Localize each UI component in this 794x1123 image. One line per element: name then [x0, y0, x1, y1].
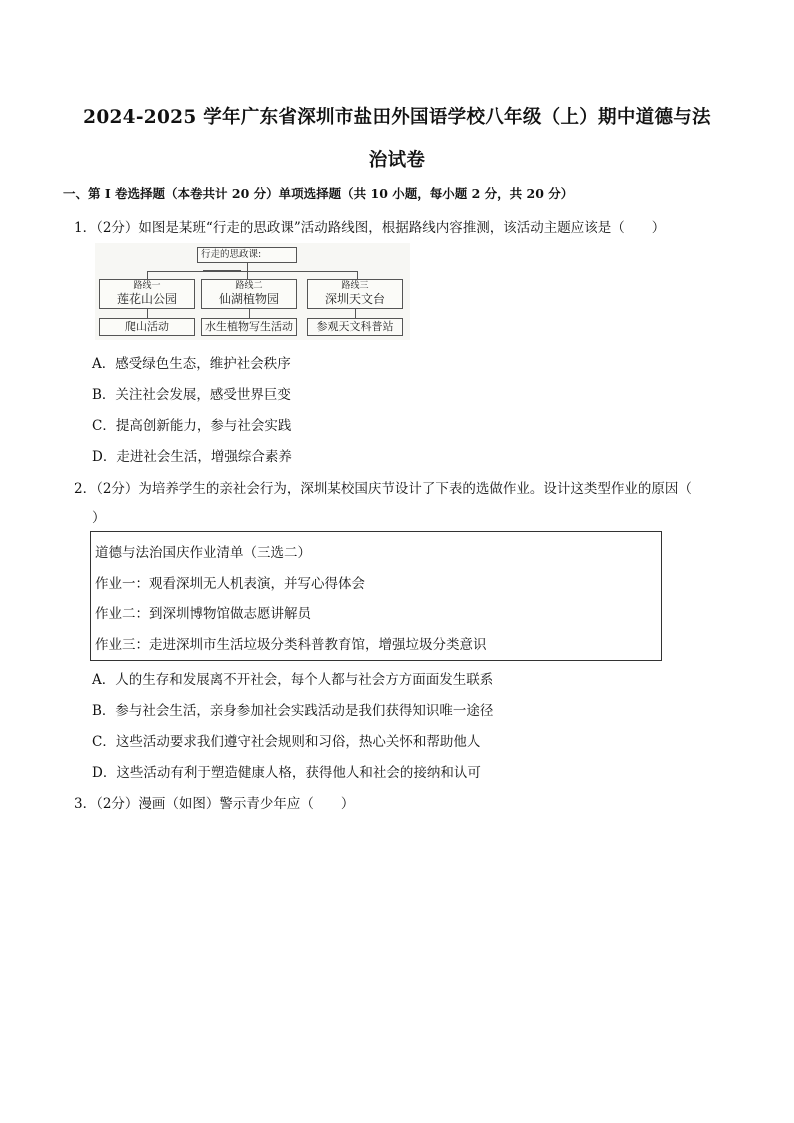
- q1-option-a: A．感受绿色生态，维护社会秩序: [92, 356, 291, 372]
- homework-item-3: 作业三：走进深圳市生活垃圾分类科普教育馆，增强垃圾分类意识: [95, 637, 487, 653]
- exam-title-line2: 治试卷: [368, 150, 426, 171]
- question-2-stem-cont: ）: [92, 510, 106, 526]
- homework-item-1: 作业一：观看深圳无人机表演，并写心得体会: [95, 576, 365, 592]
- question-2-stem: 2．（2分）为培养学生的亲社会行为，深圳某校国庆节设计了下表的选做作业。设计这类型作业的原因（: [74, 481, 692, 497]
- homework-list-title: 道德与法治国庆作业清单（三选二）: [95, 545, 311, 561]
- homework-item-2: 作业二：到深圳博物馆做志愿讲解员: [95, 606, 311, 622]
- q1-option-b: B．关注社会发展，感受世界巨变: [92, 387, 291, 403]
- route-1-activity: 爬山活动: [99, 318, 195, 336]
- route-3-box: [307, 279, 403, 309]
- route-2-place: 仙湖植物园: [218, 292, 279, 306]
- question-3-stem: 3．（2分）漫画（如图）警示青少年应（ ）: [74, 796, 355, 812]
- route-2-label: 路线二: [235, 281, 263, 291]
- route-2-activity: 水生植物写生活动: [201, 318, 297, 336]
- exam-title-line1: 2024-2025 学年广东省深圳市盐田外国语学校八年级（上）期中道德与法: [83, 107, 711, 128]
- route-1-place: 莲花山公园: [116, 292, 177, 306]
- route-diagram: [95, 243, 410, 340]
- route-3-activity: 参观天文科普站: [307, 318, 403, 336]
- homework-list-box: [90, 531, 662, 661]
- question-1-stem: 1．（2分）如图是某班“行走的思政课”活动路线图，根据路线内容推测，该活动主题应该是（ ）: [74, 220, 666, 236]
- q1-option-d: D．走进社会生活，增强综合素养: [92, 449, 292, 465]
- diagram-top-box: [197, 247, 297, 263]
- q1-option-c: C．提高创新能力，参与社会实践: [92, 418, 292, 434]
- route-1-box: [99, 279, 195, 309]
- section-heading: 一、第 I 卷选择题（本卷共计 20 分）单项选择题（共 10 小题，每小题 2 分，共 20 分）: [63, 186, 574, 201]
- route-3-label: 路线三: [341, 281, 369, 291]
- route-3-place: 深圳天文台: [324, 292, 385, 306]
- route-1-label: 路线一: [133, 281, 161, 291]
- q2-option-c: C．这些活动要求我们遵守社会规则和习俗，热心关怀和帮助他人: [92, 734, 481, 750]
- diagram-top-label: 行走的思政课:: [201, 249, 262, 260]
- route-2-box: [201, 279, 297, 309]
- q2-option-d: D．这些活动有利于塑造健康人格，获得他人和社会的接纳和认可: [92, 765, 481, 781]
- q2-option-a: A．人的生存和发展离不开社会，每个人都与社会方方面面发生联系: [92, 672, 494, 688]
- q2-option-b: B．参与社会生活，亲身参加社会实践活动是我们获得知识唯一途径: [92, 703, 494, 719]
